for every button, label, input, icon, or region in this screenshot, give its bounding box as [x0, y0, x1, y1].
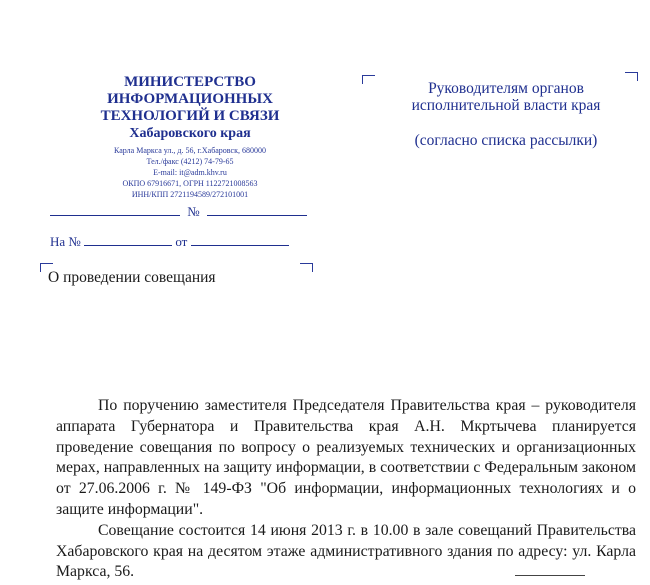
ministry-inn: ИНН/КПП 2721194589/272101001	[131, 190, 249, 199]
letter-body	[56, 396, 636, 583]
recipient-note: (согласно списка рассылки)	[414, 132, 598, 149]
ministry-region: Хабаровского края	[129, 126, 251, 141]
outgoing-number-line	[50, 203, 307, 220]
ministry-name-line1: МИНИСТЕРСТВО	[124, 74, 256, 90]
outgoing-number-blank	[207, 203, 307, 216]
recipient-corner-left	[362, 75, 375, 84]
recipient-line2: исполнительной власти края	[411, 97, 601, 114]
ministry-okpo: ОКПО 67916671, ОГРН 1122721008563	[122, 179, 258, 188]
incoming-reference-line	[50, 233, 289, 250]
recipient-block	[375, 80, 637, 149]
body-paragraph-2: Совещание состоится 14 июня 2013 г. в 10.00 в зале совещаний Правительства Хабаровского края на десятом этаже административного здания по адресу: ул. Карла Маркса, 56.	[56, 521, 636, 581]
ministry-name-line3: ТЕХНОЛОГИЙ И СВЯЗИ	[100, 108, 280, 124]
signature-mark	[515, 575, 585, 582]
number-sign: №	[187, 204, 200, 219]
recipient-line1: Руководителям органов	[428, 80, 584, 97]
reference-number-blank	[84, 233, 172, 246]
outgoing-date-blank	[50, 203, 180, 216]
body-paragraph-1: По поручению заместителя Председателя Правительства края – руководителя аппарата Губернатора и Правительства края А.Н. Мкртычева планируется проведение совещания по вопросу о реализуемых технических и организационных мерах, направленных на защиту информации, в соответствии с Федеральным законом от 27.06.2006 г. № 149-ФЗ "Об информации, информационных технологиях и о защите информации".	[56, 397, 636, 518]
reference-date-blank	[191, 233, 289, 246]
reference-prefix: На №	[50, 234, 81, 249]
ministry-address: Карла Маркса ул., д. 56, г.Хабаровск, 680000	[114, 146, 266, 155]
ministry-phone: Тел./факс (4212) 74-79-65	[146, 157, 234, 166]
ministry-email: E-mail: it@adm.khv.ru	[153, 168, 227, 177]
subject-corner-right	[300, 263, 313, 272]
letterhead	[80, 74, 300, 200]
ministry-name-line2: ИНФОРМАЦИОННЫХ	[107, 91, 273, 107]
letter-subject: О проведении совещания	[48, 269, 216, 286]
reference-from-label: от	[175, 234, 188, 249]
